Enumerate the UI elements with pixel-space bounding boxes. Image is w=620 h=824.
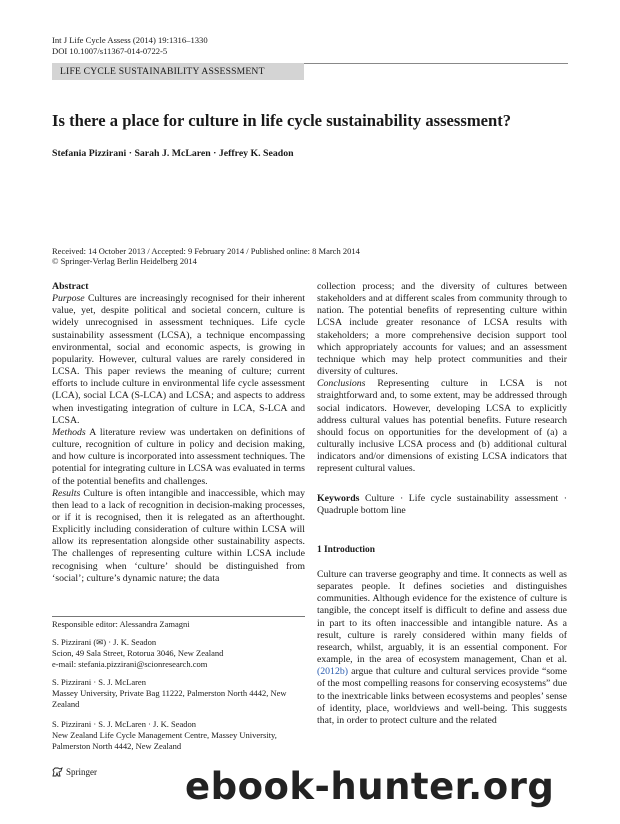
methods-text: A literature review was undertaken on definitions of culture, recognition of culture in policy and decision making, and how culture is incorporated into assessment techniques. The potential for integrating culture in LCSA was evaluated in terms of the potential benefits and challenges. <box>52 426 305 487</box>
journal-reference: Int J Life Cycle Assess (2014) 19:1316–1330 <box>52 35 208 45</box>
intro-text-a: Culture can traverse geography and time. It connects as well as separates people. It defines societies and distinguishes communities. Although evidence for the existence of culture is tangible, the concept itself is difficult to define and assess due in part to its often inaccessible and intangible nature. As a result, culture is rarely considered within many fields of research, whilst, arguably, it is an essential component. For example, in the area of ecosystem management, Chan et al. <box>317 568 567 666</box>
abstract-results <box>52 488 305 585</box>
methods-label: Methods <box>52 426 86 438</box>
citation-link[interactable]: (2012b) <box>317 666 349 678</box>
results-text-right: collection process; and the diversity of cultures between stakeholders and at different scales from community through to nation. The potential benefits of representing culture within LCSA include greater resonance of LCSA results with stakeholders; a more comprehensive decision support tool which appropriately accounts for values; and an assessment technique which may help protect communities and their diversity of cultures. <box>317 281 567 378</box>
author-email[interactable]: e-mail: stefania.pizzirani@scionresearch.com <box>52 659 208 669</box>
abstract-conclusions <box>317 378 567 475</box>
publisher-name: Springer <box>66 767 97 777</box>
affiliation-nzlcm <box>52 719 305 752</box>
abstract-heading: Abstract <box>52 281 89 292</box>
doi: DOI 10.1007/s11367-014-0722-5 <box>52 46 168 56</box>
purpose-text: Cultures are increasingly recognised for their inherent value, yet, despite political and societal concern, culture is widely unrecognised in assessment techniques. Life cycle sustainability assessment (LCSA), a technique encompassing environmental, social and economic aspects, is growing in popularity. However, cultural values are rarely considered in LCSA. This paper reviews the meaning of culture; current efforts to include culture in environmental life cycle assessment (LCA), social LCA (S-LCA) and LCSA; and aspects to address when investigating integration of culture in LCA, S-LCA and LCSA. <box>52 293 305 426</box>
keywords <box>317 493 567 517</box>
abstract-purpose <box>52 293 305 427</box>
article-title: Is there a place for culture in life cycle sustainability assessment? <box>52 111 512 130</box>
intro-text-b: argue that culture and cultural services provide “some of the most compelling reasons for conserving ecosystems” due to the inextricable links between ecosystems and peoples’ sense of identity, place, worldviews and well-being. This suggests that, in order to protect culture and the related <box>317 666 567 726</box>
springer-horse-icon <box>52 767 63 777</box>
affiliation-names: S. Pizzirani (✉) · J. K. Seadon <box>52 637 157 647</box>
intro-heading: 1 Introduction <box>317 544 375 555</box>
left-column <box>52 281 305 585</box>
author-list: Stefania Pizzirani · Sarah J. McLaren · Jeffrey K. Seadon <box>52 148 294 159</box>
purpose-label: Purpose <box>52 293 85 305</box>
footnote-rule <box>52 616 305 617</box>
affiliation-names: S. Pizzirani · S. J. McLaren <box>52 677 146 687</box>
keywords-text: Culture · Life cycle sustainability assessment · Quadruple bottom line <box>317 492 568 516</box>
results-label: Results <box>52 487 81 499</box>
copyright: © Springer-Verlag Berlin Heidelberg 2014 <box>52 256 197 266</box>
responsible-editor: Responsible editor: Alessandra Zamagni <box>52 619 190 629</box>
affiliation-names: S. Pizzirani · S. J. McLaren · J. K. Seadon <box>52 719 197 729</box>
abstract-methods <box>52 427 305 488</box>
publisher-logo <box>52 767 97 777</box>
results-text-left: Culture is often intangible and inaccessible, which may then lead to a lack of recognition in decision-making processes, or if it is recognised, then it is relegated as an afterthought. Explicitly including consideration of culture within LCSA will allow its representation alongside other sustainability aspects. The challenges of representing culture within LCSA include recognising when ‘culture’ should be distinguished from ‘social’; culture’s dynamic nature; the data <box>52 487 305 584</box>
right-column <box>317 281 567 727</box>
received-dates: Received: 14 October 2013 / Accepted: 9 February 2014 / Published online: 8 March 2014 <box>52 246 360 256</box>
conclusions-text: Representing culture in LCSA is not straightforward and, to some extent, may be addressed through social indicators. However, developing LCSA to explicitly address cultural values has potential benefits. Future research should focus on opportunities for the development of (a) a culturally inclusive LCSA process and (b) additional cultural indicators and/or dimensions of existing LCSA indicators that represent cultural values. <box>317 378 567 475</box>
header-rule <box>304 63 568 64</box>
conclusions-label: Conclusions <box>317 378 366 390</box>
keywords-label: Keywords <box>317 492 360 504</box>
affiliation-scion <box>52 637 305 670</box>
affiliation-address: New Zealand Life Cycle Management Centre, Massey University, Palmerston North 4442, New Zealand <box>52 730 277 751</box>
section-label: LIFE CYCLE SUSTAINABILITY ASSESSMENT <box>60 66 265 77</box>
affiliation-address: Massey University, Private Bag 11222, Palmerston North 4442, New Zealand <box>52 688 287 709</box>
intro-paragraph <box>317 569 567 727</box>
affiliation-address: Scion, 49 Sala Street, Rotorua 3046, New Zealand <box>52 648 224 658</box>
affiliation-massey <box>52 677 305 710</box>
watermark: ebook-hunter.org <box>185 765 555 808</box>
